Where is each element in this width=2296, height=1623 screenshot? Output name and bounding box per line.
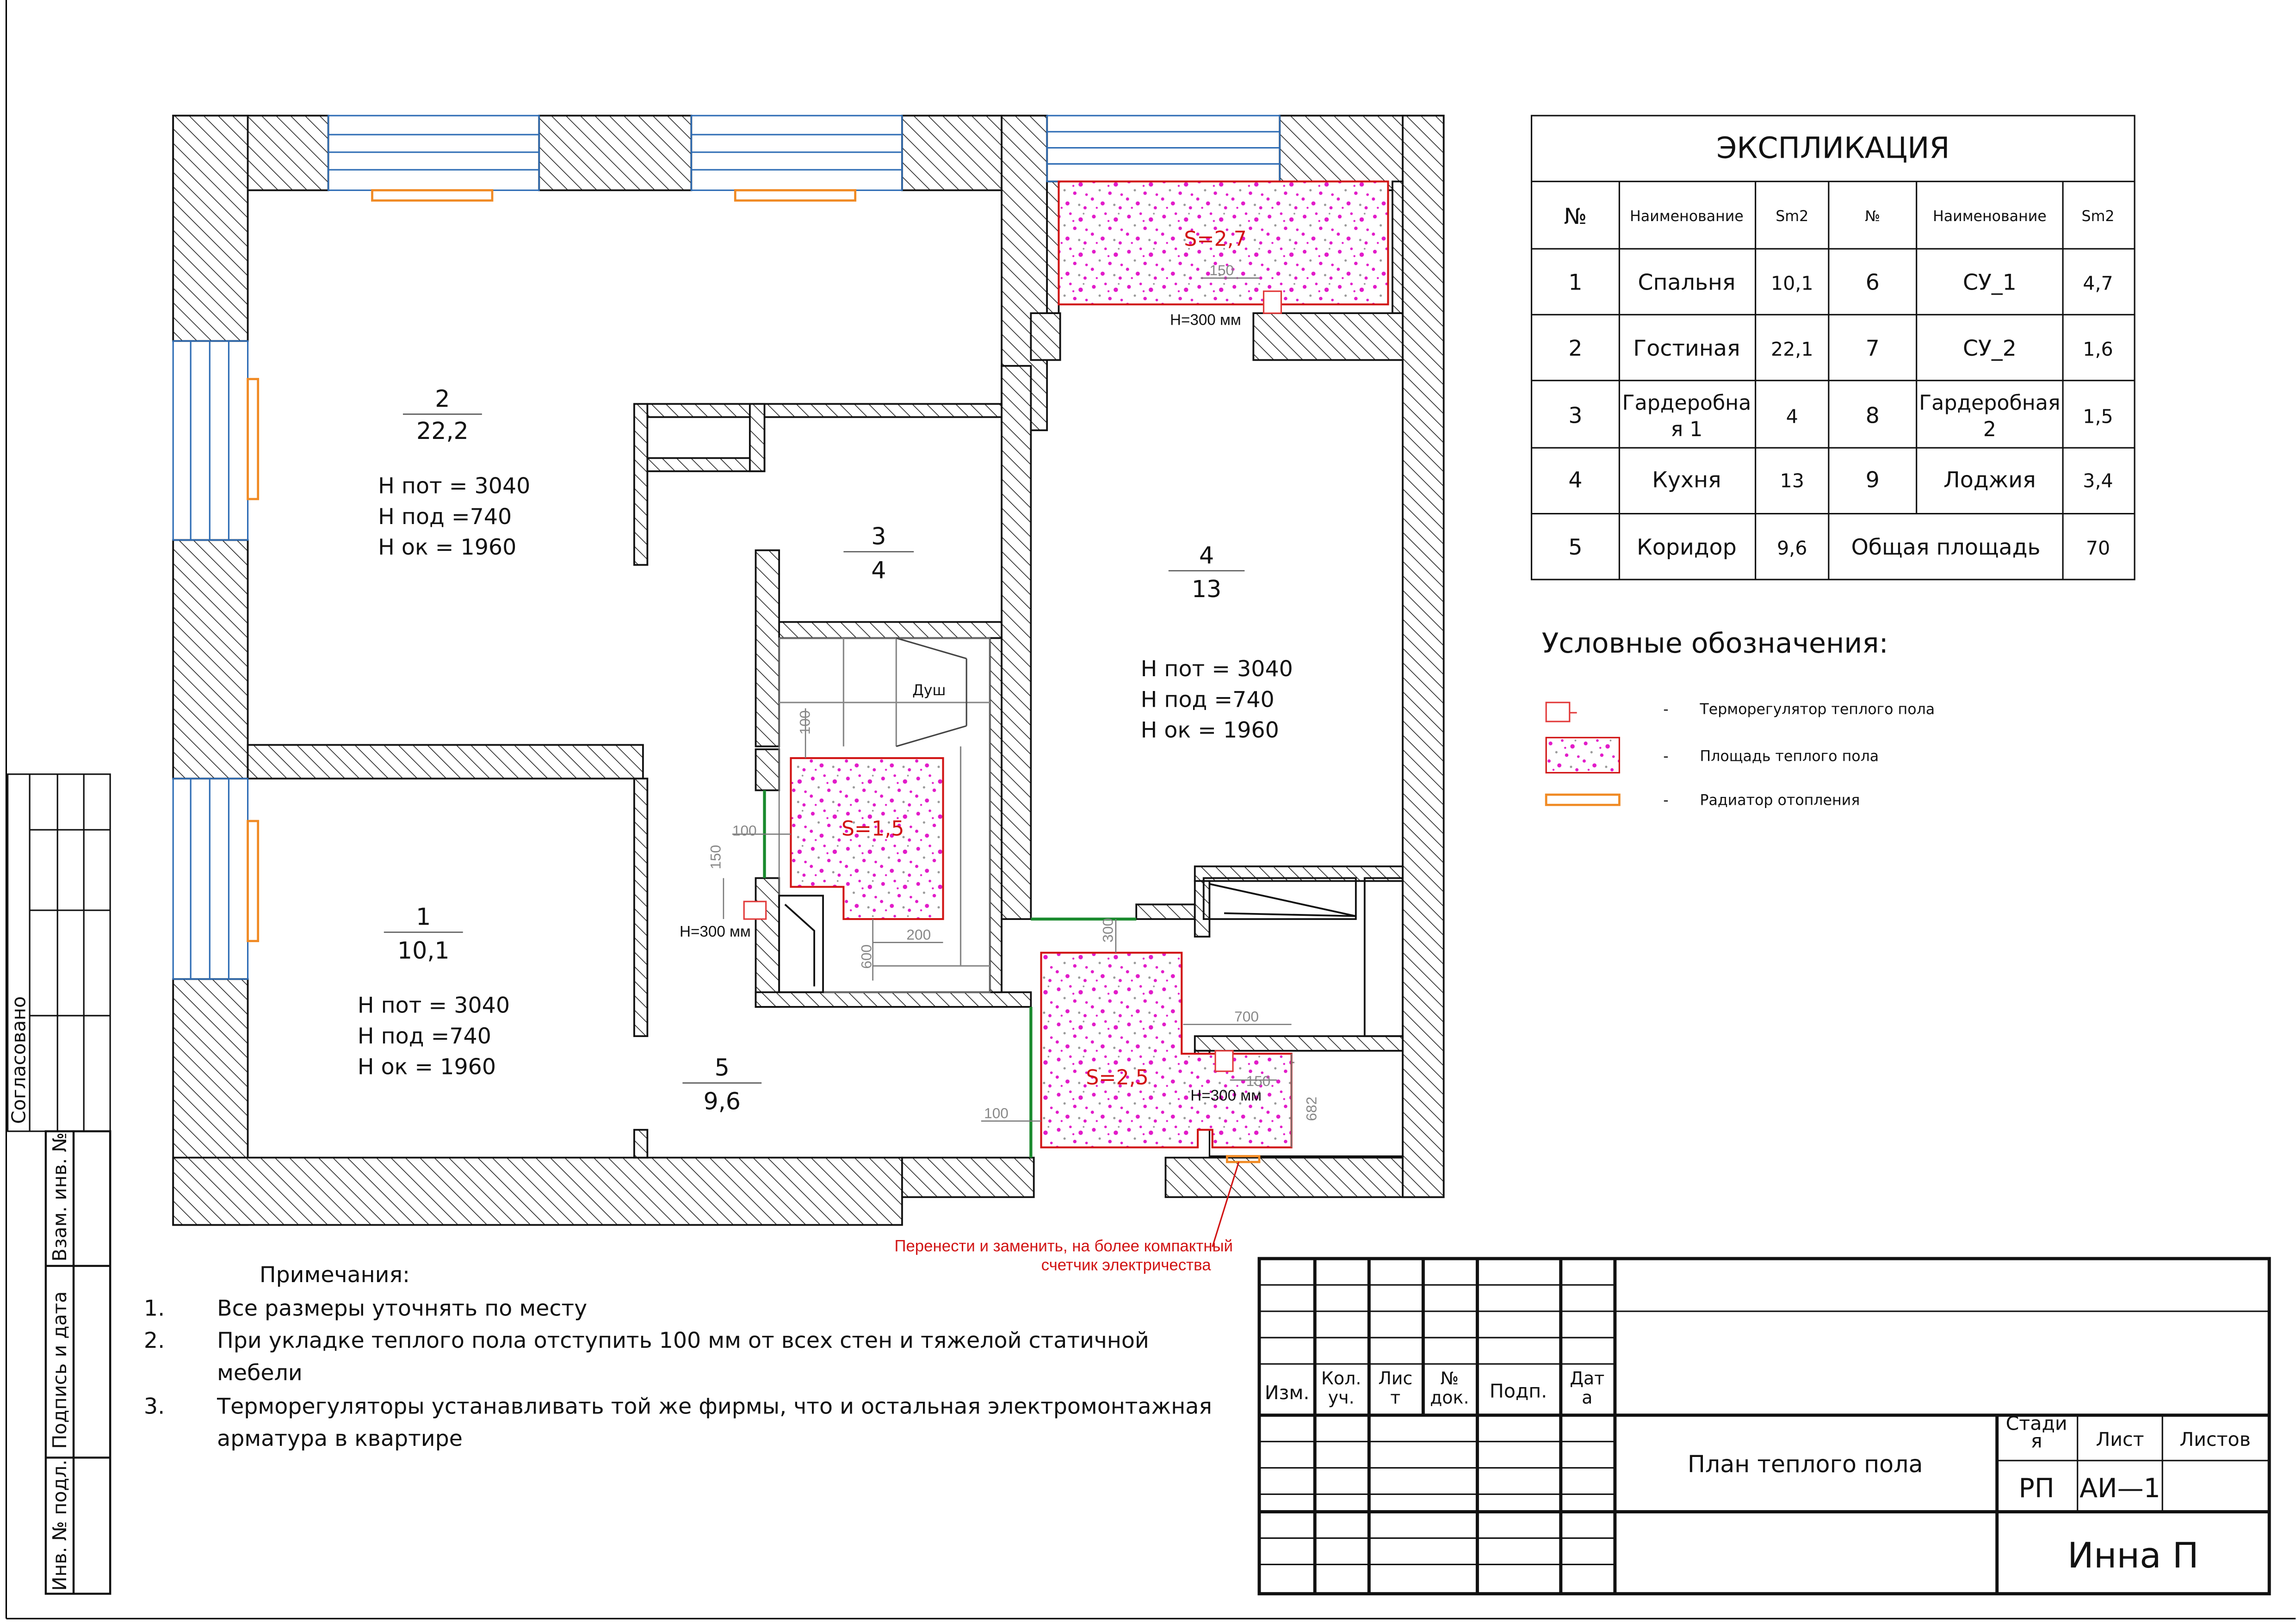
cell: Лоджия (1943, 467, 2036, 493)
height-ceiling: H пот = 3040 (357, 993, 510, 1018)
thermostat-icon (1263, 291, 1281, 313)
legend-title: Условные обозначения: (1541, 627, 1888, 660)
room-5-number: 5 (714, 1054, 730, 1081)
stamp-header-line: Дат (1570, 1368, 1605, 1389)
room-1-area: 10,1 (397, 937, 450, 964)
dim-150: 150 (1209, 261, 1234, 278)
room-4-area: 13 (1191, 575, 1222, 603)
cell-line: Гардеробна (1622, 391, 1751, 415)
cell: 22,1 (1770, 338, 1813, 360)
relocation-note-line1: Перенести и заменить, на более компактный (894, 1237, 1233, 1255)
stamp-header-sheet (1378, 1368, 1412, 1407)
cell-line: Гардеробная (1919, 391, 2061, 415)
header-num: № (1865, 208, 1881, 225)
cell: 1 (1568, 270, 1583, 296)
cell: СУ_1 (1962, 270, 2017, 296)
header-num: № (1564, 204, 1587, 230)
height-window: H ок = 1960 (357, 1054, 496, 1080)
stage-label-line: Стади (2005, 1412, 2067, 1435)
stamp-header-line: а (1582, 1387, 1593, 1408)
header-name: Наименование (1932, 208, 2047, 225)
note-number: 2. (143, 1328, 165, 1354)
drawing-title: План теплого пола (1687, 1450, 1923, 1478)
cell: 7 (1865, 335, 1880, 361)
cell: 4,7 (2083, 272, 2113, 295)
thermostat-height: H=300 мм (679, 923, 751, 941)
legend-dash: - (1663, 792, 1669, 809)
height-ceiling: H пот = 3040 (1140, 656, 1293, 682)
notes-title: Примечания: (259, 1262, 410, 1288)
cell: СУ_2 (1962, 335, 2017, 361)
sheet-value: АИ—1 (2079, 1473, 2160, 1504)
note-text: Все размеры уточнять по месту (217, 1296, 588, 1321)
cell-wrapped (1919, 391, 2060, 441)
stamp-header-line: Лис (1378, 1368, 1413, 1389)
stamp-header-line: Кол. (1321, 1368, 1362, 1389)
height-ceiling: H пот = 3040 (378, 473, 531, 499)
room-5-area: 9,6 (703, 1087, 741, 1115)
height-window: H ок = 1960 (378, 535, 517, 561)
radiator-swatch (1546, 795, 1619, 805)
heated-area-wc2-label: S=2,5 (1086, 1066, 1149, 1090)
stage-label (2006, 1412, 2067, 1452)
cell: 6 (1865, 270, 1880, 296)
height-sill: H под =740 (378, 504, 512, 530)
cell: 5 (1568, 535, 1583, 561)
cell: 1,5 (2083, 405, 2113, 428)
cell: 13 (1780, 469, 1804, 492)
room-2-area: 22,2 (416, 417, 469, 445)
sheets-label: Листов (2179, 1428, 2251, 1451)
cell: 9,6 (1777, 537, 1807, 560)
room-1-number: 1 (416, 903, 431, 931)
dim-700: 700 (1234, 1008, 1259, 1025)
cell: Гостиная (1633, 335, 1740, 361)
stage-label-line: я (2030, 1430, 2042, 1452)
thermostat-icon (1215, 1051, 1233, 1071)
cell-wrapped (1622, 391, 1751, 441)
cell: 9 (1865, 467, 1880, 493)
stamp-header-line: уч. (1328, 1387, 1355, 1408)
dim-600: 600 (858, 944, 875, 969)
legend-dash: - (1663, 701, 1669, 718)
stamp-header-date (1570, 1368, 1604, 1407)
header-area: Sm2 (2081, 208, 2115, 225)
total-area-value: 70 (2086, 537, 2110, 560)
cell: Кухня (1652, 467, 1721, 493)
dim-150: 150 (1246, 1072, 1271, 1089)
dim-100: 100 (796, 710, 813, 735)
stamp-header-sign: Подп. (1489, 1380, 1547, 1402)
note-text: Терморегуляторы устанавливать той же фирмы, что и остальная электромонтажная (217, 1394, 1212, 1419)
room-3-number: 3 (871, 523, 886, 550)
legend-heated-floor: Площадь теплого пола (1700, 748, 1879, 765)
cell: 1,6 (2083, 338, 2113, 360)
note-number: 3. (143, 1394, 165, 1419)
side-stamp (8, 774, 111, 1594)
side-stamp-agreed: Согласовано (7, 996, 30, 1124)
thermostat-height: H=300 мм (1170, 311, 1241, 329)
heated-area-loggia-label: S=2,7 (1184, 227, 1247, 251)
dim-150: 150 (707, 845, 724, 870)
note-text: мебели (217, 1360, 303, 1386)
header-area: Sm2 (1776, 208, 1809, 225)
cell: 2 (1568, 335, 1583, 361)
explication-title: ЭКСПЛИКАЦИЯ (1716, 130, 1950, 165)
legend (1542, 627, 1935, 808)
shower-label: Душ (912, 682, 946, 699)
cell: Спальня (1638, 270, 1736, 296)
cell: 4 (1786, 405, 1798, 428)
heated-floor-swatch (1546, 738, 1619, 773)
author-name: Инна П (2067, 1535, 2199, 1576)
cell: 3,4 (2083, 469, 2113, 492)
cell-line: я 1 (1671, 417, 1703, 441)
stage-value: РП (2018, 1473, 2055, 1504)
room-3-area: 4 (871, 556, 886, 584)
note-text: арматура в квартире (217, 1426, 463, 1452)
explication-table (1531, 116, 2135, 580)
legend-thermostat: Терморегулятор теплого пола (1700, 701, 1935, 718)
side-stamp-replaced: Взам. инв. № (49, 1132, 71, 1262)
dim-100: 100 (732, 822, 757, 839)
thermostat-icon (1546, 703, 1570, 722)
stamp-header-doc (1430, 1368, 1469, 1407)
note-text: При укладке теплого пола отступить 100 мм от всех стен и тяжелой статичной (217, 1328, 1149, 1354)
legend-radiator: Радиатор отопления (1700, 792, 1860, 809)
cell: 10,1 (1770, 272, 1813, 295)
height-window: H ок = 1960 (1140, 717, 1279, 743)
dim-300: 300 (1099, 918, 1116, 943)
notes (144, 1262, 1212, 1451)
note-number: 1. (143, 1296, 165, 1321)
legend-dash: - (1663, 748, 1669, 765)
dim-100: 100 (984, 1105, 1009, 1122)
title-block (1259, 1259, 2269, 1594)
height-sill: H под =740 (1140, 687, 1275, 713)
stamp-header-line: док. (1430, 1387, 1469, 1408)
total-area-label: Общая площадь (1851, 535, 2041, 561)
stamp-header-line: т (1390, 1387, 1401, 1408)
cell: Коридор (1637, 535, 1737, 561)
room-2-number: 2 (435, 385, 450, 413)
sheet-label: Лист (2096, 1428, 2144, 1451)
dim-682: 682 (1303, 1096, 1320, 1121)
cell-line: 2 (1983, 417, 1996, 441)
room-4-number: 4 (1199, 542, 1214, 569)
cell: 8 (1865, 403, 1880, 429)
stamp-header-count (1321, 1368, 1362, 1407)
thermostat-icon (744, 901, 766, 919)
stamp-header-line: № (1440, 1368, 1459, 1389)
heated-area-wc1-label: S=1,5 (841, 817, 904, 841)
cell: 4 (1568, 467, 1583, 493)
side-stamp-signature: Подпись и дата (49, 1291, 71, 1449)
header-name: Наименование (1630, 208, 1744, 225)
height-sill: H под =740 (357, 1024, 491, 1049)
dim-200: 200 (906, 926, 931, 943)
stamp-header-change: Изм. (1264, 1381, 1310, 1404)
cell: 3 (1568, 403, 1583, 429)
thermostat-height: H=300 мм (1190, 1087, 1262, 1105)
relocation-note (894, 1237, 1233, 1274)
side-stamp-original: Инв. № подл. (49, 1459, 71, 1591)
relocation-note-line2: счетчик электричества (1041, 1256, 1211, 1274)
